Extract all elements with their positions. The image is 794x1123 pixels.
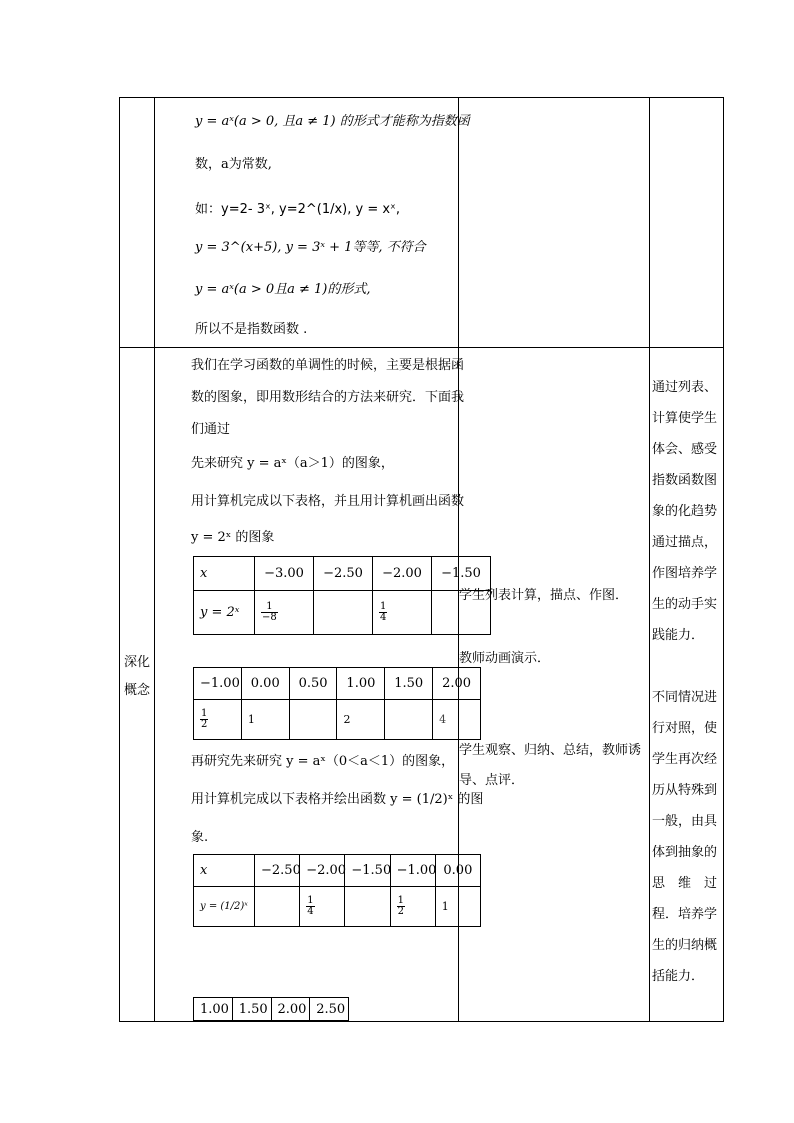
purpose-line: 计算使学生 (652, 411, 718, 427)
table-cell: −2.00 (300, 855, 345, 887)
value-table-3 (193, 854, 481, 927)
table-cell: y = 2ˣ (194, 591, 255, 635)
paragraph-line: 我们在学习函数的单调性的时候，主要是根据函 (191, 358, 465, 374)
table-cell: 1.50 (232, 998, 271, 1021)
table-cell: 2.00 (271, 998, 310, 1021)
purpose-line: 践能力． (652, 628, 705, 644)
cell-purpose (650, 348, 724, 1022)
paragraph-line: 象. (191, 830, 209, 846)
table-row (120, 348, 724, 1022)
table-cell (385, 700, 433, 740)
table-cell: 4 (433, 700, 481, 740)
table-row (194, 700, 481, 740)
table-cell: −2.00 (373, 557, 432, 591)
table-cell: −2.50 (255, 855, 300, 887)
paragraph-line: 们通过 (191, 422, 231, 438)
table-cell (390, 887, 435, 927)
paragraph-line: 用计算机完成以下表格并绘出函数 y = (1/2)ˣ 的图 (191, 792, 484, 808)
table-cell: −1.00 (390, 855, 435, 887)
purpose-line: 不同情况进 (652, 690, 718, 706)
table-cell: −1.00 (194, 668, 242, 700)
activity-line: 学生观察、归纳、总结，教师诱 (459, 743, 642, 759)
purpose-line: 生的动手实 (652, 597, 718, 613)
paragraph-line: 再研究先来研究 y = aˣ（0＜a＜1）的图象， (191, 754, 455, 770)
purpose-line: 一般，由具 (652, 814, 718, 830)
table-cell: −1.50 (432, 557, 491, 591)
table-cell: y = (1/2)ˣ (194, 887, 255, 927)
purpose-line: 通过列表、 (652, 380, 718, 396)
example-formulas: y=2- 3ˣ, y=2^(1/x), y = xˣ, (221, 202, 400, 217)
table-cell: −2.50 (314, 557, 373, 591)
purpose-text (652, 372, 720, 992)
lesson-plan-table (119, 97, 724, 1022)
fraction: $\frac{1}{2}$ (201, 708, 208, 731)
table-cell: 0.00 (241, 668, 289, 700)
value-table-1 (193, 556, 491, 635)
purpose-line: 程．培养学 (652, 907, 718, 923)
table-cell: 0.00 (435, 855, 480, 887)
table-cell: 2.50 (310, 998, 349, 1021)
activity-line: 导、点评． (459, 773, 525, 789)
paragraph-line: y = 2ˣ 的图象 (191, 530, 275, 546)
paragraph-line: 数的图象，即用数形结合的方法来研究．下面我 (191, 390, 465, 406)
fraction: $\frac{1}{-8}$ (262, 601, 277, 624)
table-cell (289, 700, 337, 740)
purpose-line: 体到抽象的 (652, 845, 718, 861)
purpose-line: 通过描点， (652, 535, 718, 551)
table-cell: 2.00 (433, 668, 481, 700)
table-row (194, 855, 481, 887)
activity-line: 教师动画演示． (459, 651, 551, 667)
table-row (194, 557, 491, 591)
table-cell: 1.00 (194, 998, 233, 1021)
purpose-line: 历从特殊到 (652, 783, 718, 799)
cell-activities (459, 348, 650, 1022)
table-row (194, 998, 349, 1021)
table-cell (255, 591, 314, 635)
table-cell: x (194, 855, 255, 887)
table-cell (373, 591, 432, 635)
definition-line: y = aˣ(a > 0, 且a ≠ 1) 的形式才能称为指数函 (195, 114, 470, 129)
table-cell: 1.50 (385, 668, 433, 700)
table-cell: −3.00 (255, 557, 314, 591)
table-cell (314, 591, 373, 635)
paragraph-line: 用计算机完成以下表格，并且用计算机画出函数 (191, 494, 465, 510)
definition-line-2: 数，a为常数, (195, 157, 272, 172)
example-line-2: y = 3^(x+5), y = 3ˣ + 1等等, 不符合 (195, 240, 426, 255)
cell-content (155, 348, 484, 1022)
purpose-spacer (652, 651, 720, 682)
cell-empty-2 (650, 98, 724, 348)
cell-empty (459, 98, 650, 348)
form-line: y = aˣ(a > 0且a ≠ 1)的形式, (195, 282, 371, 297)
paragraph-line: 先来研究 y = aˣ（a＞1）的图象， (191, 456, 394, 472)
table-cell: −1.50 (345, 855, 390, 887)
table-row (194, 668, 481, 700)
cell-label (120, 348, 155, 1022)
activity-line: 学生列表计算，描点、作图． (459, 588, 629, 604)
table-cell: 1 (241, 700, 289, 740)
purpose-line: 作图培养学 (652, 566, 718, 582)
table-cell (255, 887, 300, 927)
table-cell: 0.50 (289, 668, 337, 700)
purpose-line: 括能力． (652, 969, 705, 985)
example-prefix: 如： (195, 202, 222, 217)
table-cell (300, 887, 345, 927)
table-cell (345, 887, 390, 927)
fraction: $\frac{1}{2}$ (397, 895, 404, 918)
cell-label-empty (120, 98, 155, 348)
value-table-4 (193, 997, 349, 1021)
purpose-line: 体会、感受 (652, 442, 718, 458)
fraction: $\frac{1}{4}$ (380, 601, 387, 624)
table-cell: x (194, 557, 255, 591)
cell-content (155, 98, 470, 348)
table-cell: 1 (435, 887, 480, 927)
purpose-line: 生的归纳概 (652, 938, 718, 954)
section-label-line2: 概念 (123, 683, 150, 699)
table-row (194, 591, 491, 635)
value-table-2 (193, 667, 481, 740)
table-cell: 1.00 (337, 668, 385, 700)
section-label-line1: 深化 (123, 655, 150, 671)
purpose-line: 象的化趋势 (652, 504, 718, 520)
table-row (120, 98, 724, 348)
table-row (194, 887, 481, 927)
purpose-line: 思 维 过 (652, 876, 718, 892)
example-line (195, 198, 400, 217)
table-cell: 2 (337, 700, 385, 740)
purpose-line: 行对照，使 (652, 721, 718, 737)
table-cell (194, 700, 242, 740)
conclusion-line: 所以不是指数函数 . (195, 322, 308, 337)
fraction: $\frac{1}{4}$ (307, 895, 314, 918)
purpose-line: 指数函数图 (652, 473, 718, 489)
purpose-line: 学生再次经 (652, 752, 718, 768)
